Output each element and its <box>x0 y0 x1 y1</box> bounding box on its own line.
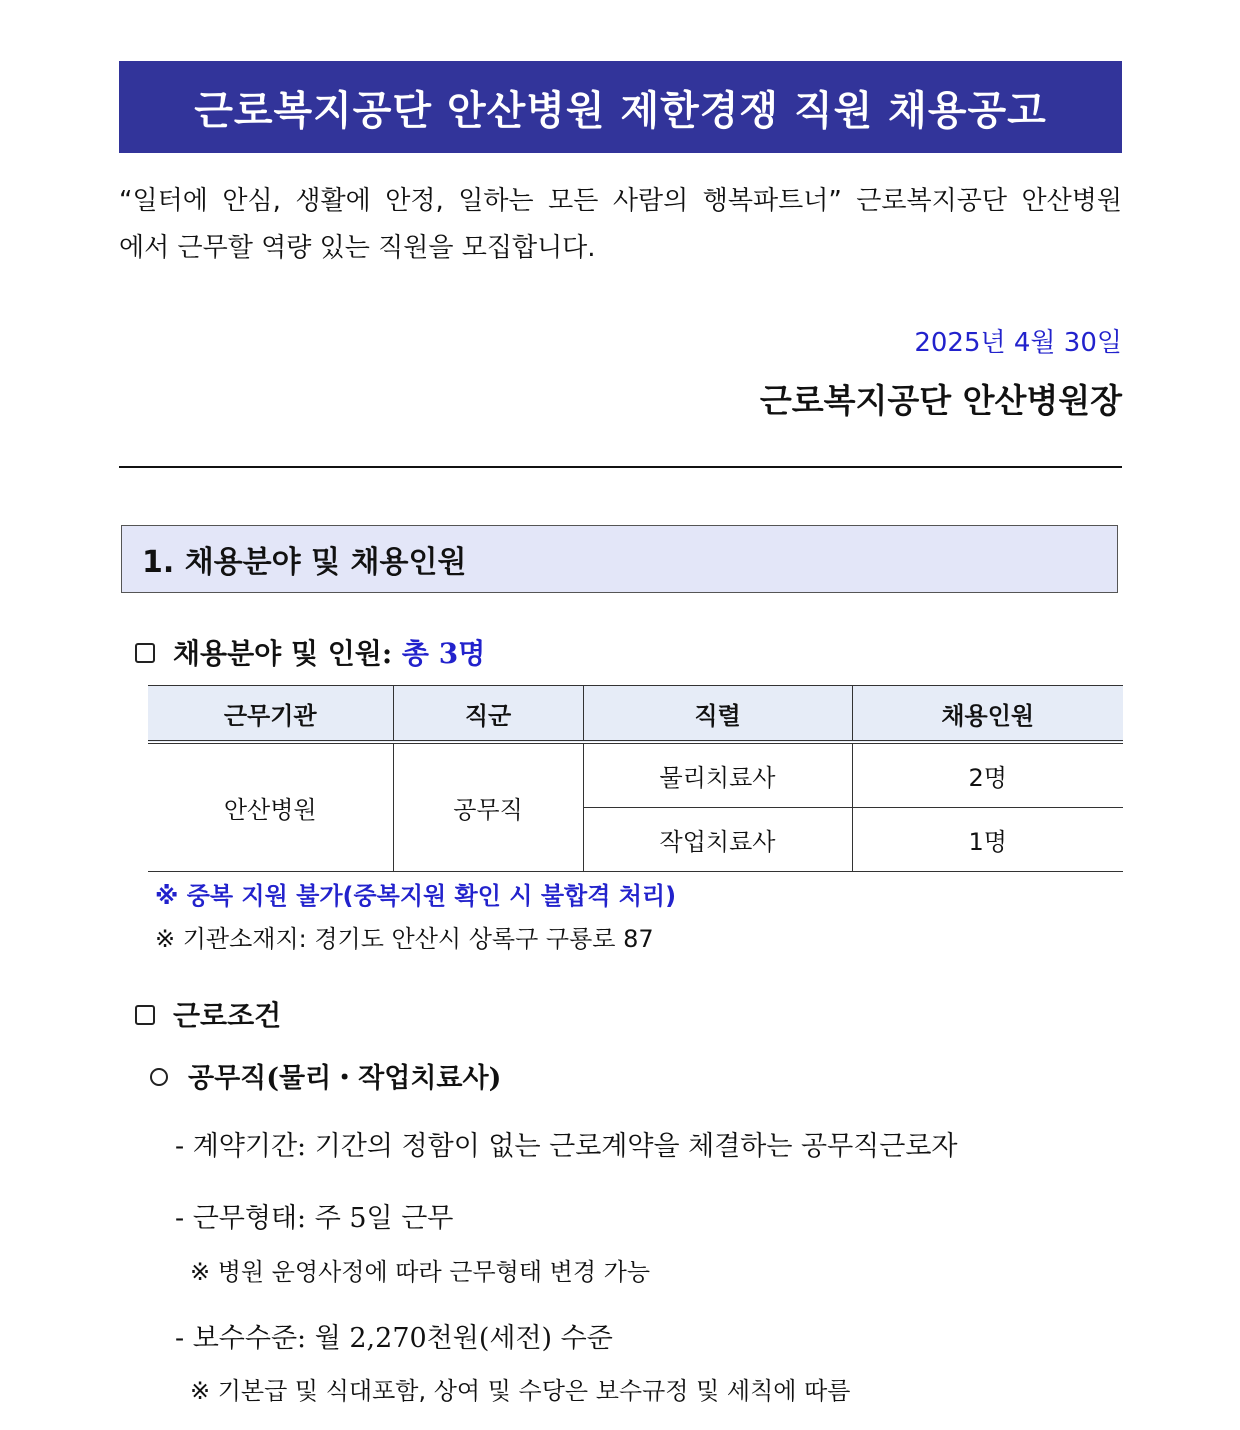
group-title <box>150 1056 501 1095</box>
conditions-heading <box>135 994 281 1034</box>
header-institution: 근무기관 <box>148 686 393 743</box>
cell-series: 물리치료사 <box>583 742 852 808</box>
intro-paragraph <box>119 178 1122 272</box>
section-title-text: 1. 채용분야 및 채용인원 <box>142 545 467 580</box>
note-location: ※ 기관소재지: 경기도 안산시 상록구 구룡로 87 <box>155 925 654 953</box>
cell-count: 1명 <box>852 808 1123 872</box>
section-title <box>121 525 1118 593</box>
contract-period: - 계약기간: 기간의 정함이 없는 근로계약을 체결하는 공무직근로자 <box>175 1131 958 1162</box>
cell-job-group: 공무직 <box>393 742 583 872</box>
pay-note: ※ 기본급 및 식대포함, 상여 및 수당은 보수규정 및 세칙에 따름 <box>190 1377 851 1405</box>
intro-line-1: “일터에 안심, 생활에 안정, 일하는 모든 사람의 행복파트너” 근로복지공단 안산병원 <box>119 186 1122 216</box>
work-type-note: ※ 병원 운영사정에 따라 근무형태 변경 가능 <box>190 1258 651 1286</box>
notice-date: 2025년 4월 30일 <box>914 328 1122 358</box>
table-header-row <box>148 686 1123 743</box>
checkbox-square-icon <box>135 1005 155 1025</box>
header-series: 직렬 <box>583 686 852 743</box>
notice-title: 근로복지공단 안산병원 제한경쟁 직원 채용공고 <box>119 61 1122 153</box>
cell-count: 2명 <box>852 742 1123 808</box>
divider <box>119 466 1122 468</box>
recruit-table <box>148 685 1123 872</box>
recruit-heading <box>135 632 485 672</box>
note-duplicate: ※ 중복 지원 불가(중복지원 확인 시 불합격 처리) <box>155 882 677 910</box>
checkbox-square-icon <box>135 643 155 663</box>
intro-line-2: 에서 근무할 역량 있는 직원을 모집합니다. <box>119 233 596 263</box>
conditions-heading-label: 근로조건 <box>173 999 282 1032</box>
cell-series: 작업치료사 <box>583 808 852 872</box>
header-job-group: 직군 <box>393 686 583 743</box>
signer: 근로복지공단 안산병원장 <box>759 381 1122 420</box>
work-type: - 근무형태: 주 5일 근무 <box>175 1203 454 1234</box>
header-count: 채용인원 <box>852 686 1123 743</box>
recruit-heading-label: 채용분야 및 인원: <box>173 637 393 670</box>
circle-bullet-icon <box>150 1068 168 1086</box>
pay-level: - 보수수준: 월 2,270천원(세전) 수준 <box>175 1323 613 1354</box>
recruit-total: 총 3명 <box>401 637 486 670</box>
group-title-text: 공무직(물리・작업치료사) <box>188 1063 502 1094</box>
table-row <box>148 742 1123 808</box>
cell-institution: 안산병원 <box>148 742 393 872</box>
